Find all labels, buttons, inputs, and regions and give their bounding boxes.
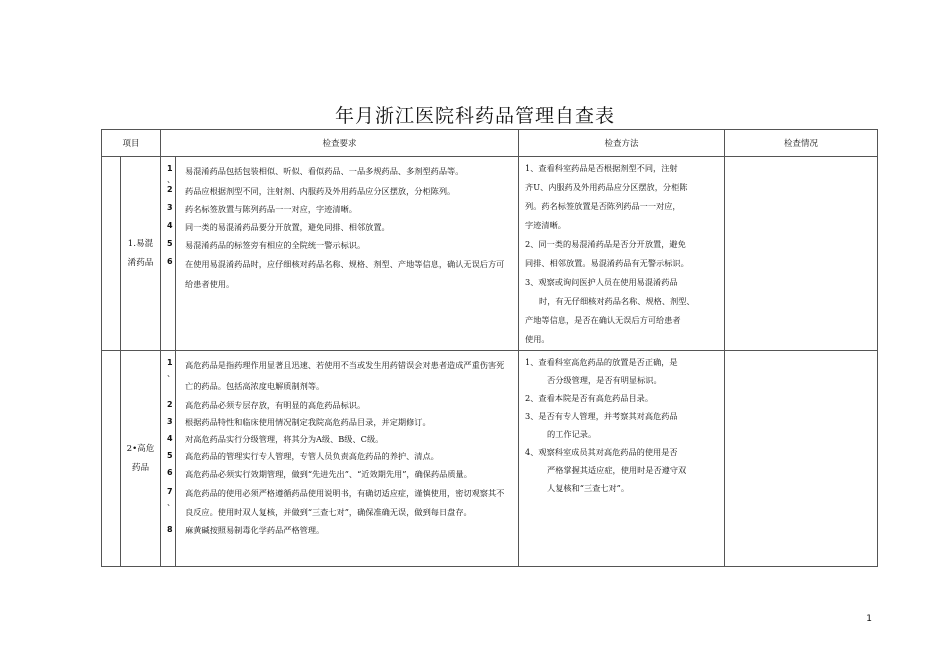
table-row bbox=[102, 157, 878, 351]
requirement-item bbox=[161, 397, 518, 414]
requirement-text: 高危药品必须实行效期管理，做到“先进先出”、“近效期先用”，确保药品质量。 bbox=[185, 469, 472, 479]
requirement-number: 1 bbox=[167, 358, 173, 367]
item-label: 2•高危药品 bbox=[126, 443, 155, 473]
requirement-number: 8 bbox=[167, 525, 173, 534]
requirement-item bbox=[161, 254, 518, 294]
requirement-number: 2 bbox=[167, 400, 173, 409]
requirement-item bbox=[161, 200, 518, 218]
requirement-number: 2 bbox=[167, 185, 173, 194]
requirement-number: 3 bbox=[167, 203, 173, 212]
method-line: 1、查看科室高危药品的放置是否正确，是 bbox=[525, 357, 678, 367]
requirement-text: 药名标签放置与陈列药品一一对应，字迹清晰。 bbox=[185, 204, 357, 214]
header-status: 检查情况 bbox=[725, 130, 878, 157]
header-method: 检查方法 bbox=[519, 130, 725, 157]
method-line: 3、观察或询问医护人员在使用易混淆药品 bbox=[525, 277, 678, 287]
method-line: 2、查看本院是否有高危药品目录。 bbox=[525, 393, 654, 403]
self-inspection-table bbox=[101, 129, 878, 567]
requirement-cell bbox=[161, 351, 519, 567]
requirement-cell bbox=[161, 157, 519, 351]
requirement-item bbox=[161, 414, 518, 431]
method-line: 4、观察科室成员其对高危药品的使用是否 bbox=[525, 447, 678, 457]
method-line: 齐U、内服药及外用药品应分区摆放，分柜陈 bbox=[525, 182, 688, 192]
header-requirement: 检查要求 bbox=[161, 130, 519, 157]
method-line: 时，有无仔细核对药品名称、规格、剂型、 bbox=[539, 296, 695, 306]
requirement-text: 高危药品是指药理作用显著且迅速、若使用不当或发生用药错误会对患者造成严重伤害死亡的药品。包括高浓度电解质制剂等。 bbox=[185, 360, 505, 391]
requirement-text: 根据药品特性和临床使用情况制定我院高危药品目录，并定期修订。 bbox=[185, 417, 431, 427]
requirement-number: 6 bbox=[167, 468, 173, 477]
requirement-item bbox=[161, 465, 518, 484]
requirement-item bbox=[161, 218, 518, 236]
requirement-item bbox=[161, 431, 518, 448]
page-title: 年月浙江医院科药品管理自查表 bbox=[334, 105, 615, 127]
requirement-number: 1 bbox=[167, 164, 173, 173]
requirement-number: 3 bbox=[167, 417, 173, 426]
requirement-text: 对高危药品实行分级管理，将其分为A级、B级、C级。 bbox=[185, 434, 384, 444]
requirement-item bbox=[161, 448, 518, 465]
item-cell bbox=[102, 157, 161, 351]
method-line: 严格掌握其适应症，使用时是否遵守双 bbox=[547, 465, 687, 475]
requirement-number: 5 bbox=[167, 239, 173, 248]
requirement-item bbox=[161, 522, 518, 539]
requirement-text: 药品应根据剂型不同，注射剂、内服药及外用药品应分区摆放，分柜陈列。 bbox=[185, 186, 456, 196]
method-line: 列。药名标签放置是否陈列药品一一对应， bbox=[525, 201, 681, 211]
method-line: 人复核和“三查七对”。 bbox=[547, 483, 630, 493]
method-line: 产地等信息，是否在确认无误后方可给患者 bbox=[525, 315, 681, 325]
page-number: 1 bbox=[866, 614, 872, 624]
requirement-text: 高危药品的管理实行专人管理，专管人员负责高危药品的养护、清点。 bbox=[185, 451, 439, 461]
requirement-text: 在使用易混淆药品时，应仔细核对药品名称、规格、剂型、产地等信息，确认无误后方可给患者使用。 bbox=[185, 259, 505, 289]
method-line: 1、查看科室药品是否根据剂型不同，注射 bbox=[525, 163, 678, 173]
requirement-text: 高危药品必须专层存放，有明显的高危药品标识。 bbox=[185, 400, 366, 410]
method-line: 3、是否有专人管理，并考察其对高危药品 bbox=[525, 411, 678, 421]
method-cell bbox=[519, 351, 725, 567]
method-line: 的工作记录。 bbox=[547, 429, 597, 439]
method-line: 否分级管理，是否有明显标识。 bbox=[547, 375, 662, 385]
table-row bbox=[102, 351, 878, 567]
item-cell bbox=[102, 351, 161, 567]
requirement-text: 同一类的易混淆药品要分开放置，避免同排、相邻放置。 bbox=[185, 222, 390, 232]
requirement-number: 7 bbox=[167, 487, 173, 496]
status-cell[interactable] bbox=[725, 351, 878, 567]
requirement-number: 4 bbox=[167, 434, 173, 443]
requirement-item: 1 、 高危药品是指药理作用显著且迅速、若使用不当或发生用药错误会对患者造成严重伤害死亡的药品。包括高浓度电解质制剂等。 bbox=[161, 355, 518, 397]
requirement-number: 4 bbox=[167, 221, 173, 230]
method-line: 2、同一类的易混淆药品是否分开放置，避免 bbox=[525, 239, 686, 249]
requirement-item bbox=[161, 236, 518, 254]
requirement-text: 高危药品的使用必须严格遵循药品使用说明书，有确切适应症，谨慎使用，密切观察其不良反应。使用时双人复核，并做到“三查七对”，确保准确无误，做到每日盘存。 bbox=[185, 488, 505, 517]
item-label: 1.易混淆药品 bbox=[127, 238, 154, 268]
method-line: 字迹清晰。 bbox=[525, 220, 566, 230]
method-line: 同排、相邻放置。易混淆药品有无警示标识。 bbox=[525, 258, 689, 268]
requirement-item: 7 、 高危药品的使用必须严格遵循药品使用说明书，有确切适应症，谨慎使用，密切观察其不良反应。使用时双人复核，并做到“三查七对”，确保准确无误，做到每日盘存。 bbox=[161, 484, 518, 522]
header-item: 项目 bbox=[102, 130, 161, 157]
method-line: 使用。 bbox=[525, 334, 550, 344]
table-header-row bbox=[102, 130, 878, 157]
requirement-item bbox=[161, 182, 518, 200]
status-cell[interactable] bbox=[725, 157, 878, 351]
requirement-item: 1 、 易混淆药品包括包装相似、听似、看似药品、一品多规药品、多剂型药品等。 bbox=[161, 161, 518, 182]
requirement-text: 易混淆药品包括包装相似、听似、看似药品、一品多规药品、多剂型药品等。 bbox=[185, 166, 464, 176]
requirement-text: 易混淆药品的标签旁有相应的全院统一警示标识。 bbox=[185, 240, 366, 250]
requirement-number: 6 bbox=[167, 257, 173, 266]
requirement-text: 麻黄碱按照易制毒化学药品严格管理。 bbox=[185, 525, 325, 535]
requirement-number: 5 bbox=[167, 451, 173, 460]
method-cell bbox=[519, 157, 725, 351]
